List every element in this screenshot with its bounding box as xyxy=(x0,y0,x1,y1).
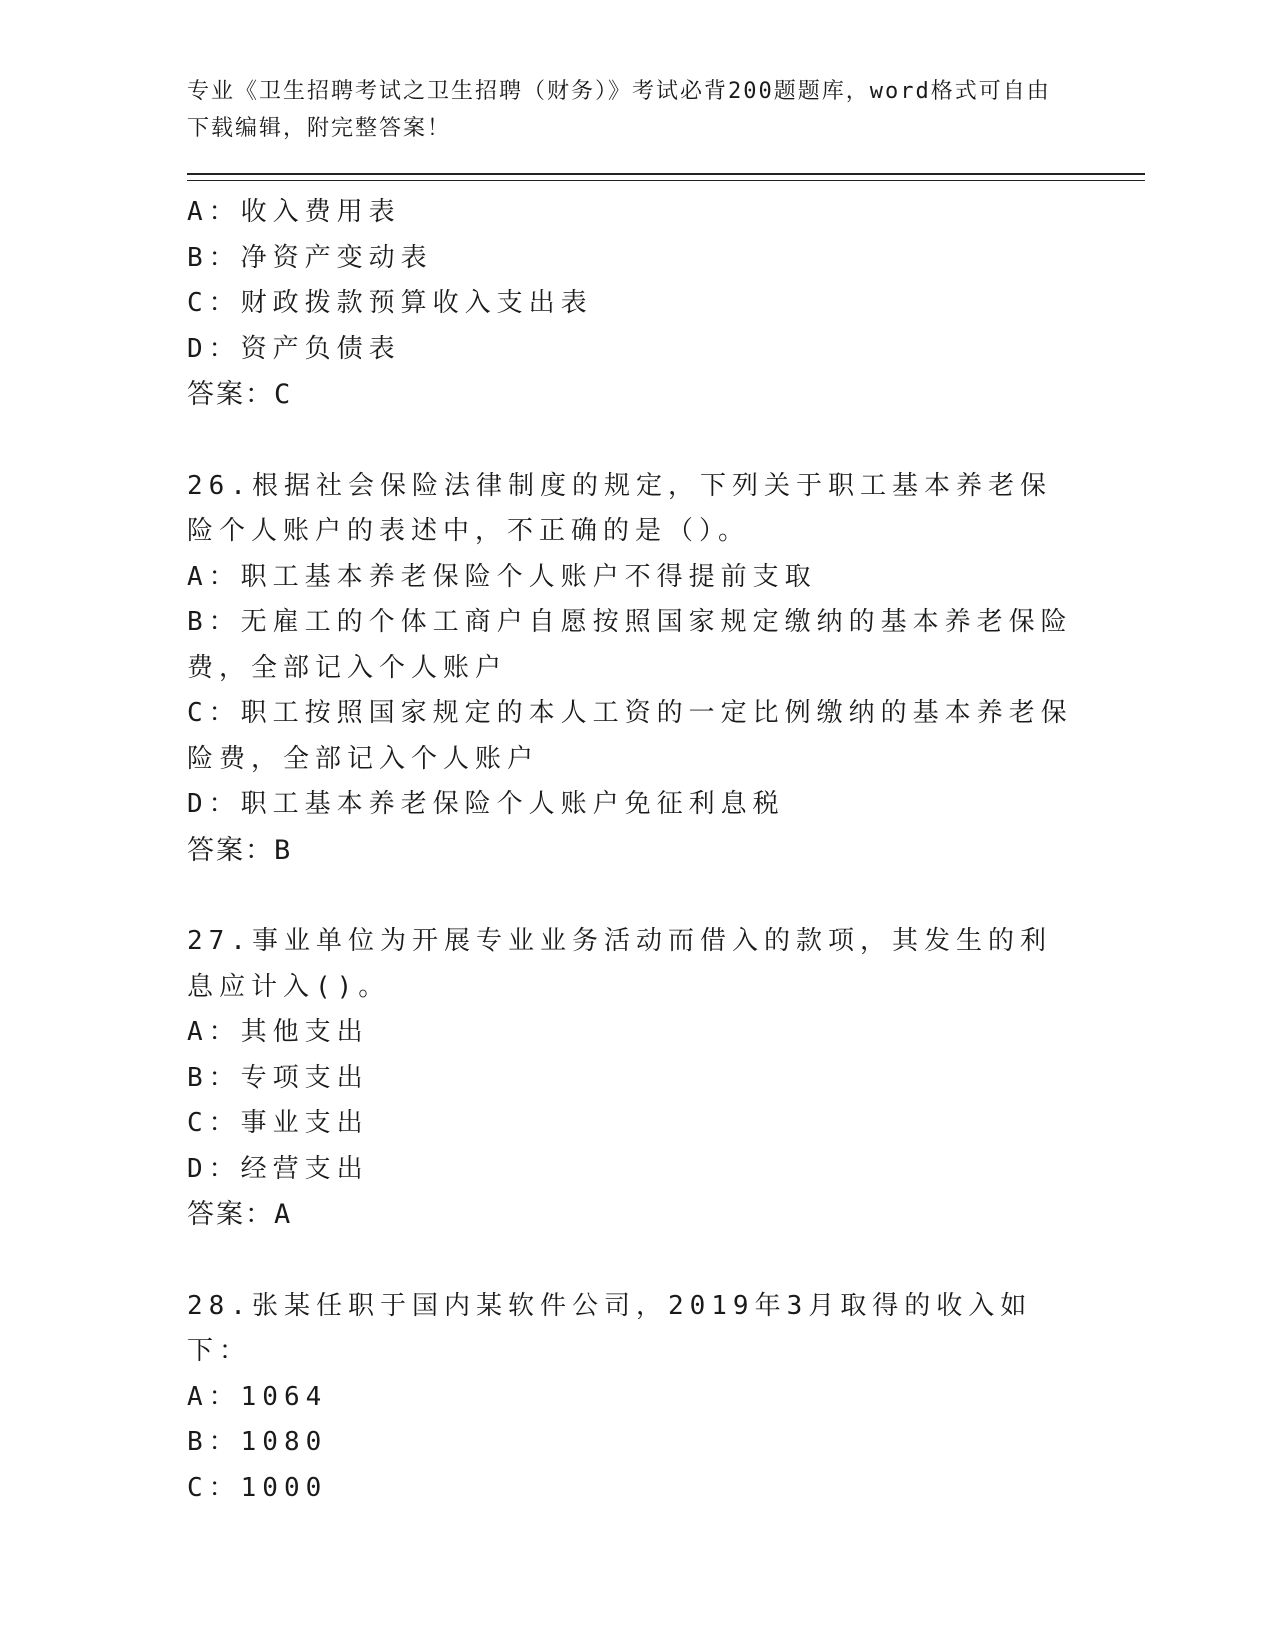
option-key: D： xyxy=(187,789,241,819)
option-a xyxy=(187,1010,1077,1056)
question-stem: 28.张某任职于国内某软件公司，2019年3月取得的收入如下： xyxy=(187,1290,1033,1366)
option-c xyxy=(187,281,1077,327)
answer-line: 答案：C xyxy=(187,379,293,410)
option-key: B： xyxy=(187,1062,241,1093)
option-text: 专项支出 xyxy=(240,1062,369,1093)
option-d xyxy=(187,327,1077,373)
option-text: 职工基本养老保险个人账户免征利息税 xyxy=(240,789,785,819)
option-text: 无雇工的个体工商户自愿按照国家规定缴纳的基本养老保险费，全部记入个人账户 xyxy=(187,607,1073,683)
option-text: 1080 xyxy=(240,1427,328,1457)
answer-line: 答案：B xyxy=(187,834,293,866)
option-a xyxy=(187,190,1077,236)
option-key: A： xyxy=(187,197,241,227)
option-text: 收入费用表 xyxy=(240,197,401,227)
option-text: 1000 xyxy=(240,1472,328,1503)
question-stem: 27.事业单位为开展专业业务活动而借入的款项，其发生的利息应计入()。 xyxy=(187,926,1052,1002)
option-b xyxy=(187,1056,1077,1102)
option-key: C： xyxy=(187,698,241,728)
option-b xyxy=(187,1420,1077,1466)
option-key: A： xyxy=(187,1381,241,1412)
option-key: B： xyxy=(187,1427,241,1457)
header-divider-thick xyxy=(187,173,1145,175)
question-28 xyxy=(187,1284,1087,1512)
option-text: 其他支出 xyxy=(240,1017,369,1047)
page-header: 专业《卫生招聘考试之卫生招聘（财务）》考试必背200题题库，word格式可自由下载编辑，附完整答案！ xyxy=(187,79,1051,141)
option-key: B： xyxy=(187,607,241,637)
question-27 xyxy=(187,919,1087,1238)
option-d xyxy=(187,782,1077,828)
answer-line: 答案：A xyxy=(187,1199,293,1230)
header-divider-thin xyxy=(187,180,1145,181)
option-c xyxy=(187,691,1077,782)
option-b xyxy=(187,236,1077,282)
option-key: C： xyxy=(187,1472,241,1503)
option-text: 职工基本养老保险个人账户不得提前支取 xyxy=(240,561,817,592)
option-text: 职工按照国家规定的本人工资的一定比例缴纳的基本养老保险费，全部记入个人账户 xyxy=(187,698,1073,774)
option-text: 事业支出 xyxy=(240,1108,369,1138)
option-key: D： xyxy=(187,333,241,364)
option-text: 经营支出 xyxy=(240,1153,369,1184)
option-a xyxy=(187,555,1077,601)
option-key: A： xyxy=(187,561,241,592)
option-key: D： xyxy=(187,1153,241,1184)
document-body xyxy=(187,190,1087,1511)
option-text: 财政拨款预算收入支出表 xyxy=(240,288,593,318)
option-key: B： xyxy=(187,242,241,273)
option-d xyxy=(187,1147,1077,1193)
question-stem: 26.根据社会保险法律制度的规定，下列关于职工基本养老保险个人账户的表述中，不正确的是（）。 xyxy=(187,470,1052,546)
option-a xyxy=(187,1375,1077,1421)
option-key: C： xyxy=(187,1108,241,1138)
option-c xyxy=(187,1466,1077,1512)
option-b xyxy=(187,600,1077,691)
option-text: 1064 xyxy=(240,1381,328,1412)
option-key: C： xyxy=(187,288,241,318)
option-c xyxy=(187,1101,1077,1147)
option-text: 净资产变动表 xyxy=(240,242,433,273)
question-25-continued xyxy=(187,190,1087,418)
option-text: 资产负债表 xyxy=(240,333,401,364)
question-26 xyxy=(187,464,1087,874)
option-key: A： xyxy=(187,1017,241,1047)
